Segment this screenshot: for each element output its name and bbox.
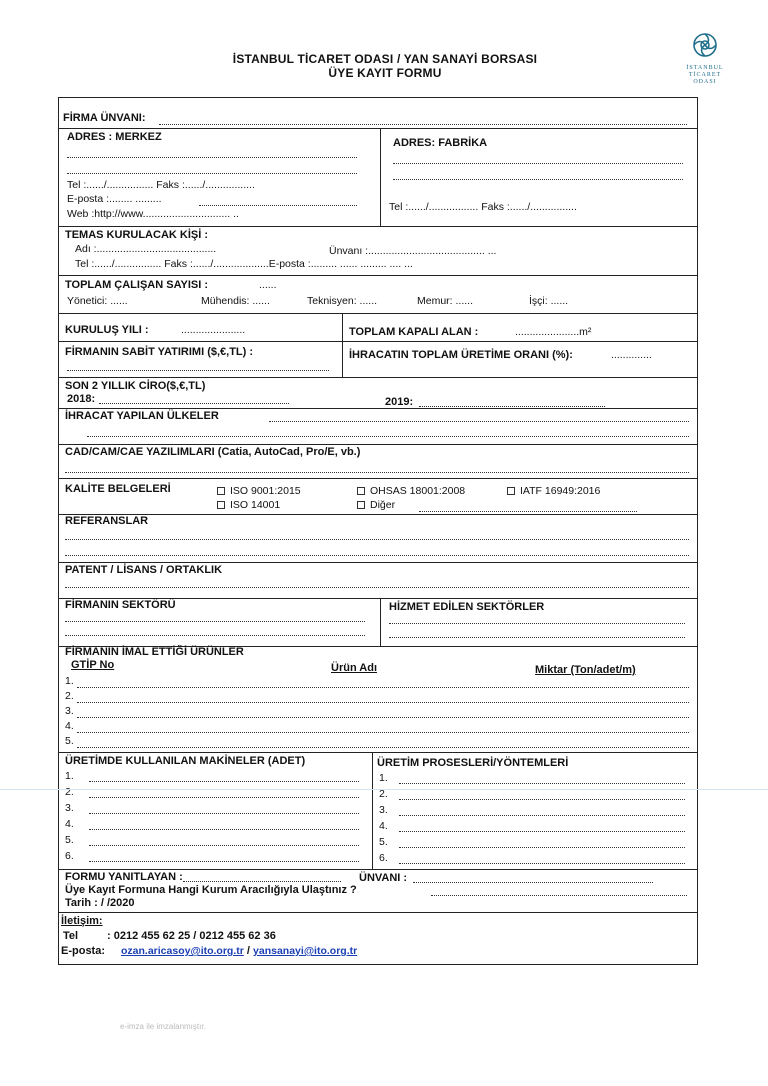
field-kurulus-yili[interactable]: ......................	[181, 324, 246, 336]
field-ihracat-orani[interactable]: ..............	[611, 349, 652, 361]
urun-row[interactable]	[77, 717, 689, 718]
label-2018: 2018:	[67, 393, 96, 405]
field-eposta-merkez[interactable]: E-posta :........ .........	[67, 193, 162, 205]
makine-row[interactable]	[89, 781, 359, 782]
field-tel-faks-merkez[interactable]: Tel :....../................ Faks :....../.................	[67, 179, 255, 191]
label-temas: TEMAS KURULACAK KİŞİ :	[65, 229, 208, 241]
makine-row[interactable]	[89, 829, 359, 830]
field-memur[interactable]: Memur: ......	[417, 295, 474, 307]
checkbox-icon	[217, 501, 225, 509]
label-hizmet-sektor: HİZMET EDİLEN SEKTÖRLER	[389, 601, 545, 613]
label-urunler: FİRMANIN İMAL ETTİĞİ ÜRÜNLER	[65, 646, 244, 658]
proses-row-num: 2.	[379, 788, 388, 800]
urun-row[interactable]	[77, 687, 689, 688]
section-ihracat-ulkeler	[59, 409, 697, 445]
urun-row-num: 5.	[65, 735, 74, 747]
label-formu-yanitlayan: FORMU YANITLAYAN :	[65, 871, 183, 883]
label-referanslar: REFERANSLAR	[65, 515, 149, 527]
checkbox-icon	[357, 487, 365, 495]
field-kurum[interactable]	[431, 895, 687, 896]
field-toplam-calisan[interactable]: ......	[259, 279, 277, 291]
proses-row[interactable]	[399, 847, 685, 848]
tel-value: : 0212 455 62 25 / 0212 455 62 36	[107, 930, 276, 942]
makine-row[interactable]	[89, 797, 359, 798]
field-adres-merkez-2[interactable]	[67, 173, 357, 174]
urun-row-num: 4.	[65, 720, 74, 732]
proses-row[interactable]	[399, 831, 685, 832]
makine-row[interactable]	[89, 845, 359, 846]
label-iletisim: İletişim:	[61, 915, 103, 927]
field-diger[interactable]	[419, 511, 637, 512]
scan-line	[0, 789, 768, 790]
section-firma-unvani	[59, 98, 697, 129]
label-sabit-yatirim: FİRMANIN SABİT YATIRIMI ($,€,TL) :	[65, 346, 254, 358]
section-calisan	[59, 276, 697, 314]
urun-row-num: 1.	[65, 675, 74, 687]
label-makineler: ÜRETİMDE KULLANILAN MAKİNELER (ADET)	[65, 755, 306, 767]
label-kalite: KALİTE BELGELERİ	[65, 483, 171, 495]
label-cad: CAD/CAM/CAE YAZILIMLARI (Catia, AutoCad, Pro/E, vb.)	[65, 446, 361, 458]
proses-row-num: 3.	[379, 804, 388, 816]
section-iletisim	[59, 913, 697, 963]
field-ihracat-ulkeler-2[interactable]	[87, 436, 689, 437]
label-kurum: Üye Kayıt Formuna Hangi Kurum Aracılığıyla Ulaştınız ?	[65, 884, 357, 896]
proses-row-num: 4.	[379, 820, 388, 832]
email-link-1[interactable]: ozan.aricasoy@ito.org.tr	[121, 945, 244, 957]
urun-row-num: 2.	[65, 690, 74, 702]
field-ihracat-ulkeler-1[interactable]	[269, 421, 689, 422]
ito-logo	[680, 30, 730, 86]
label-ihracat-orani: İHRACATIN TOPLAM ÜRETİME ORANI (%):	[349, 349, 573, 361]
logo-line3: ODASI	[693, 79, 717, 85]
proses-row[interactable]	[399, 783, 685, 784]
section-yatirim	[59, 342, 697, 378]
field-isci[interactable]: İşçi: ......	[529, 295, 569, 307]
label-kurulus-yili: KURULUŞ YILI :	[65, 324, 149, 336]
section-makineler-prosesler	[59, 753, 697, 870]
makine-row-num: 5.	[65, 834, 74, 846]
label-sektor: FİRMANIN SEKTÖRÜ	[65, 599, 176, 611]
makine-row-num: 3.	[65, 802, 74, 814]
checkbox-icon	[217, 487, 225, 495]
checkbox-ohsas[interactable]: OHSAS 18001:2008	[357, 485, 465, 497]
field-ciro-2018[interactable]	[99, 403, 289, 404]
section-ciro	[59, 378, 697, 409]
makine-row-num: 2.	[65, 786, 74, 798]
makine-row-num: 1.	[65, 770, 74, 782]
checkbox-diger[interactable]: Diğer	[357, 499, 395, 511]
col-gtip: GTİP No	[71, 659, 115, 671]
field-patent[interactable]	[65, 587, 689, 588]
makine-row[interactable]	[89, 813, 359, 814]
proses-row-num: 6.	[379, 852, 388, 864]
checkbox-iso9001[interactable]: ISO 9001:2015	[217, 485, 301, 497]
section-kalite	[59, 479, 697, 515]
makine-row[interactable]	[89, 861, 359, 862]
label-adres-fabrika: ADRES: FABRİKA	[393, 137, 488, 149]
section-kurulus	[59, 314, 697, 342]
proses-row[interactable]	[399, 863, 685, 864]
col-urun-adi: Ürün Adı	[331, 662, 378, 674]
checkbox-icon	[507, 487, 515, 495]
field-teknisyen[interactable]: Teknisyen: ......	[307, 295, 378, 307]
section-sektor	[59, 599, 697, 647]
field-adres-fabrika-1[interactable]	[393, 163, 683, 164]
label-tel: Tel	[63, 930, 79, 942]
field-hizmet-sektor-1[interactable]	[389, 623, 685, 624]
urun-row[interactable]	[77, 702, 689, 703]
section-temas	[59, 227, 697, 276]
field-yonetici[interactable]: Yönetici: ......	[67, 295, 128, 307]
logo-line2: TİCARET	[688, 72, 722, 78]
field-sektor-2[interactable]	[65, 635, 365, 636]
section-urunler	[59, 647, 697, 753]
label-eposta: E-posta:	[61, 945, 105, 957]
urun-row[interactable]	[77, 732, 689, 733]
label-ciro: SON 2 YILLIK CİRO($,€,TL)	[65, 380, 206, 392]
section-adres	[59, 129, 697, 227]
makine-row-num: 6.	[65, 850, 74, 862]
field-sabit-yatirim[interactable]	[67, 370, 329, 371]
field-formu-yanitlayan[interactable]	[183, 881, 341, 882]
label-ihracat-ulkeler: İHRACAT YAPILAN ÜLKELER	[65, 410, 219, 422]
section-yanitlayan	[59, 870, 697, 913]
email-link-2[interactable]: yansanayi@ito.org.tr	[253, 945, 358, 957]
field-muhendis[interactable]: Mühendis: ......	[201, 295, 270, 307]
proses-row-num: 1.	[379, 772, 388, 784]
field-hizmet-sektor-2[interactable]	[389, 637, 685, 638]
label-2019: 2019:	[385, 396, 414, 408]
email-separator: /	[243, 945, 254, 957]
col-miktar: Miktar (Ton/adet/m)	[535, 664, 636, 676]
field-ciro-2019[interactable]	[419, 406, 605, 407]
label-patent: PATENT / LİSANS / ORTAKLIK	[65, 564, 223, 576]
field-kapali-alan[interactable]: ......................m²	[515, 326, 592, 338]
checkbox-iso14001[interactable]: ISO 14001	[217, 499, 280, 511]
field-sektor-1[interactable]	[65, 621, 365, 622]
checkbox-iatf[interactable]: IATF 16949:2016	[507, 485, 600, 497]
field-adres-fabrika-2[interactable]	[393, 179, 683, 180]
field-temas-adi[interactable]: Adı :.........................................	[75, 243, 217, 255]
urun-row-num: 3.	[65, 705, 74, 717]
urun-row[interactable]	[77, 747, 689, 748]
proses-row-num: 5.	[379, 836, 388, 848]
ito-emblem-icon	[690, 30, 720, 60]
form-title-line1: İSTANBUL TİCARET ODASI / YAN SANAYİ BORSASI	[232, 52, 538, 66]
label-toplam-calisan: TOPLAM ÇALIŞAN SAYISI :	[65, 279, 209, 291]
esignature-note: e-imza ile imzalanmıştır.	[120, 1022, 206, 1031]
field-temas-unvani[interactable]: Ünvanı :........................................ ...	[329, 245, 497, 257]
form-title-line2: ÜYE KAYIT FORMU	[328, 66, 442, 80]
label-prosesler: ÜRETİM PROSESLERİ/YÖNTEMLERİ	[377, 757, 569, 769]
logo-line1: İSTANBUL	[686, 65, 724, 71]
field-web-merkez[interactable]: Web :http://www.............................. ..	[67, 208, 239, 220]
section-cad	[59, 445, 697, 479]
makine-row-num: 4.	[65, 818, 74, 830]
label-kapali-alan: TOPLAM KAPALI ALAN :	[349, 326, 479, 338]
field-tarih[interactable]: Tarih : / /2020	[65, 897, 135, 909]
checkbox-icon	[357, 501, 365, 509]
label-adres-merkez: ADRES : MERKEZ	[67, 131, 162, 143]
field-yanitlayan-unvani[interactable]	[413, 882, 653, 883]
field-firma-unvani[interactable]	[159, 124, 687, 125]
label-firma-unvani: FİRMA ÜNVANI:	[63, 112, 146, 124]
proses-row[interactable]	[399, 815, 685, 816]
field-tel-faks-fabrika[interactable]: Tel :....../................. Faks :....../................	[389, 201, 577, 213]
field-cad[interactable]	[65, 472, 689, 473]
section-referanslar	[59, 515, 697, 563]
registration-form	[58, 97, 698, 965]
field-temas-tel-faks-eposta[interactable]: Tel :....../................ Faks :....../...................E-posta :......... ...... ......... .... ...	[75, 258, 413, 270]
field-referanslar-1[interactable]	[65, 539, 689, 540]
field-referanslar-2[interactable]	[65, 555, 689, 556]
field-adres-merkez-1[interactable]	[67, 157, 357, 158]
proses-row[interactable]	[399, 799, 685, 800]
section-patent	[59, 563, 697, 599]
label-yanitlayan-unvani: ÜNVANI :	[359, 872, 408, 884]
